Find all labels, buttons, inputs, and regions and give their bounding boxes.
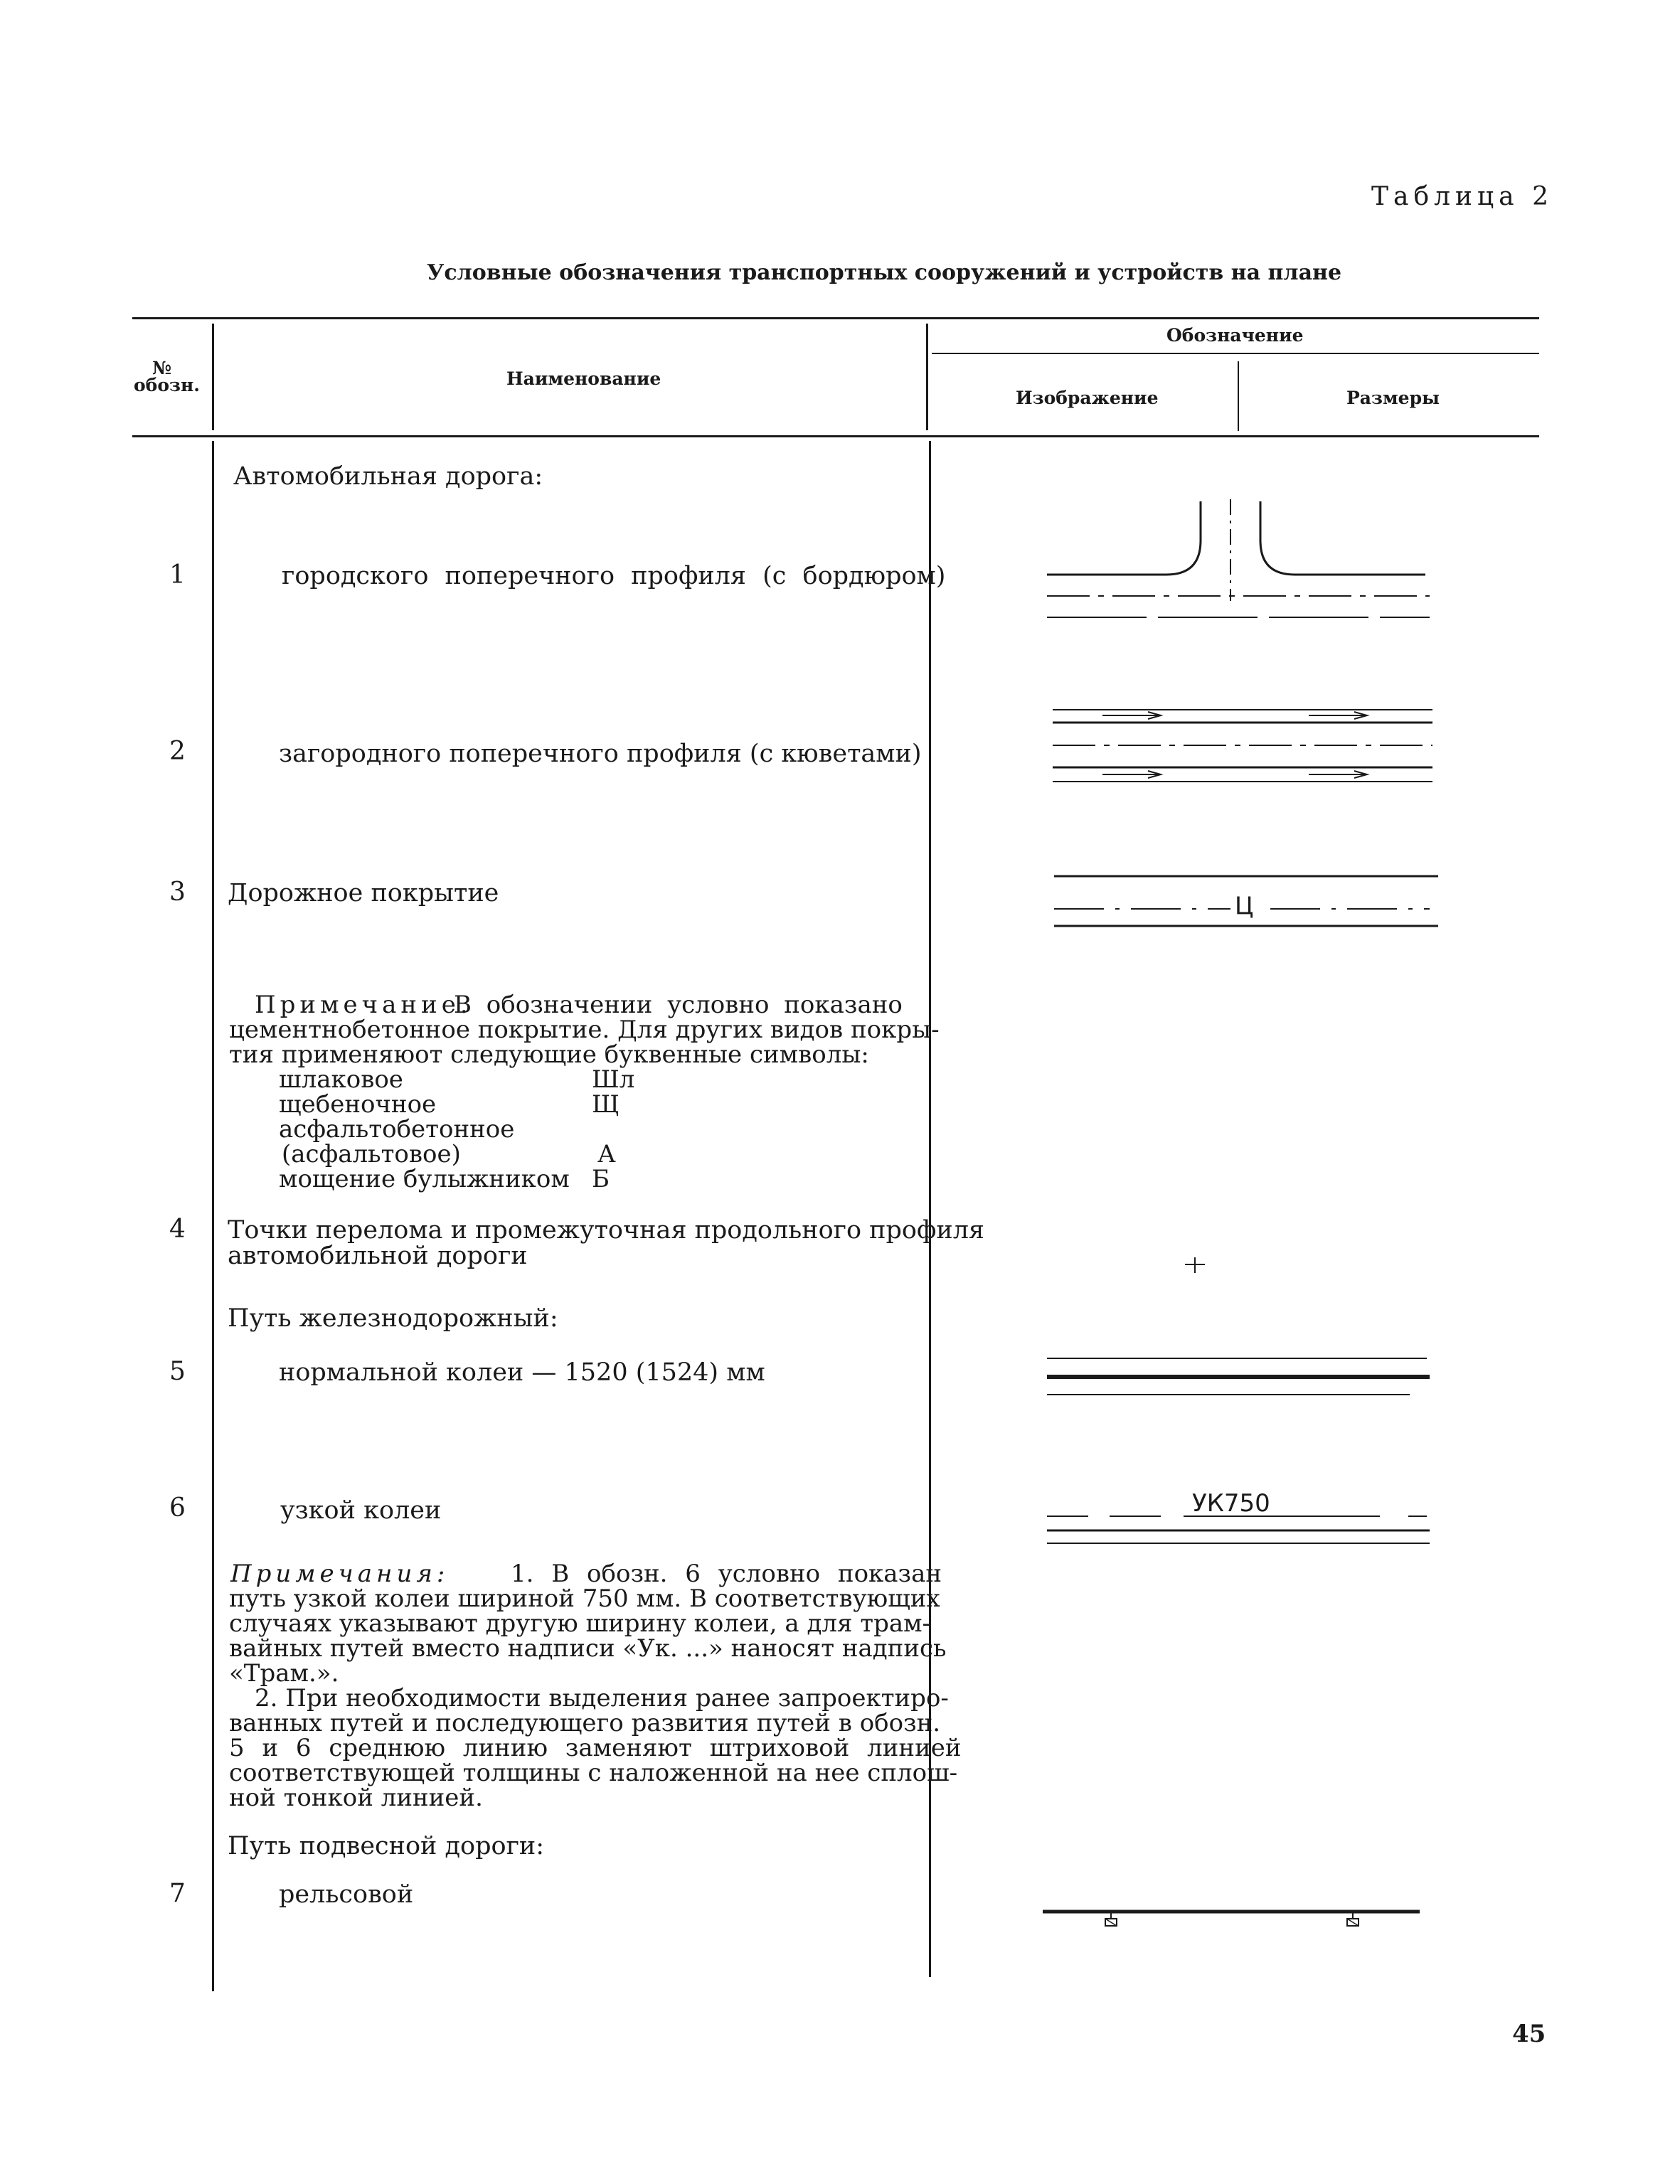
page-number: 45 <box>1512 2020 1546 2048</box>
row-5-name: нормальной колеи — 1520 (1524) мм <box>279 1358 765 1387</box>
symbol-narrow-railway-label: УК750 <box>1192 1489 1270 1518</box>
surface-code: Шл <box>592 1065 635 1094</box>
row-4-number: 4 <box>169 1215 186 1244</box>
header-num-symbol: № <box>152 358 172 378</box>
surface-code: Щ <box>592 1090 620 1119</box>
symbol-standard-railway <box>1047 1358 1430 1395</box>
symbol-break-point <box>1185 1257 1205 1273</box>
note-2-label-text: Примечания: <box>230 1560 450 1588</box>
note-2-line-7: ванных путей и последующего развития путей в обозн. <box>229 1709 941 1737</box>
note-2-line-9: соответствующей толщины с наложенной на нее сплош- <box>229 1759 958 1787</box>
header-designation: Обозначение <box>1166 325 1304 346</box>
note-2-line-8: 5 и 6 среднюю линию заменяют штриховой линией <box>229 1734 962 1762</box>
row-4-name-line-2: автомобильной дороги <box>228 1242 528 1270</box>
header-image: Изображение <box>1016 388 1159 408</box>
symbol-pavement-letter: Ц <box>1235 892 1254 920</box>
note-1-line-3: тия применяюот следующие буквенные символы: <box>229 1040 869 1069</box>
note-2-line-4: вайных путей вместо надписи «Ук. ...» наносят надпись <box>229 1634 947 1663</box>
surface-name: шлаковое <box>279 1065 403 1094</box>
note-2-line-1: 1. В обозн. 6 условно показан <box>511 1560 942 1588</box>
surface-name: (асфальтовое) <box>282 1140 461 1168</box>
header-sizes: Размеры <box>1346 388 1440 408</box>
note-1-line-2: цементнобетонное покрытие. Для других видов покры- <box>229 1016 940 1044</box>
row-3-name: Дорожное покрытие <box>228 879 499 907</box>
row-7-number: 7 <box>169 1879 186 1908</box>
row-2-number: 2 <box>169 737 186 766</box>
surface-name: мощение булыжником <box>279 1165 570 1193</box>
header-num: обозн. <box>134 375 200 395</box>
page-title: Условные обозначения транспортных сооружений и устройств на плане <box>427 260 1342 285</box>
header-name: Наименование <box>506 368 661 389</box>
surface-code: Б <box>592 1165 610 1193</box>
row-6-name: узкой колеи <box>280 1496 442 1525</box>
note-2-line-6: 2. При необходимости выделения ранее запроектиро- <box>255 1684 949 1712</box>
row-6-number: 6 <box>169 1493 186 1523</box>
road-heading: Автомобильная дорога: <box>233 462 543 491</box>
table-caption: Таблица 2 <box>1371 182 1553 211</box>
note-2-line-2: путь узкой колеи шириной 750 мм. В соответствующих <box>229 1584 940 1613</box>
symbol-rural-road <box>1053 710 1432 782</box>
note-2-line-3: случаях указывают другую ширину колеи, а для трам- <box>229 1609 931 1638</box>
rail-heading: Путь железнодорожный: <box>228 1304 558 1333</box>
surface-name: асфальтобетонное <box>279 1115 515 1144</box>
row-5-number: 5 <box>169 1357 186 1386</box>
symbol-suspension-railway <box>1043 1912 1420 1926</box>
surface-code: А <box>597 1140 616 1168</box>
surface-name: щебеночное <box>279 1090 437 1119</box>
row-4-name-line-1: Точки перелома и промежуточная продольного профиля <box>228 1216 985 1245</box>
row-3-number: 3 <box>169 878 186 907</box>
row-1-name: городского поперечного профиля (с бордюром) <box>282 562 946 590</box>
row-1-number: 1 <box>169 560 186 590</box>
note-2-line-5: «Трам.». <box>229 1659 339 1688</box>
suspension-heading: Путь подвесной дороги: <box>228 1832 545 1860</box>
note-1-label-text: Примечание. <box>255 991 472 1019</box>
symbol-urban-road <box>1047 499 1430 617</box>
symbol-narrow-railway <box>1047 1516 1430 1543</box>
row-2-name: загородного поперечного профиля (с кюветами) <box>279 740 922 768</box>
row-7-name: рельсовой <box>279 1880 414 1909</box>
note-1-line-1: В обозначении условно показано <box>454 991 903 1019</box>
note-2-line-10: ной тонкой линией. <box>229 1784 483 1812</box>
